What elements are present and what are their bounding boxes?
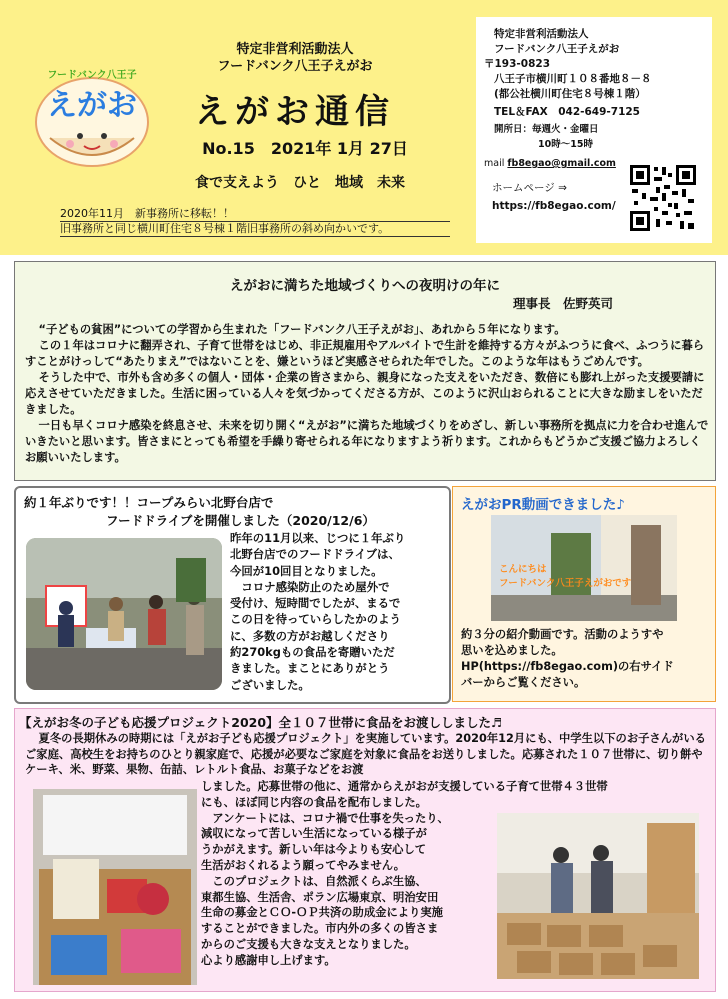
- winter-text-line: 生命の募金とＣＯ-ＯＰ共済の助成金により実施: [201, 906, 443, 920]
- winter-article-body: [201, 779, 608, 969]
- coop-text-line: 昨年の11月以来、じつに１年ぶり: [230, 531, 406, 545]
- egao-logo: [22, 60, 162, 170]
- greeting-body: [25, 322, 709, 466]
- logo-text-top: フードバンク八王子: [47, 70, 137, 81]
- org-type-label: 特定非営利活動法人: [236, 42, 354, 57]
- logo-text-main: えがお: [47, 88, 137, 123]
- address-line: 八王子市横川町１０８番地８－８: [494, 73, 652, 85]
- pr-video-thumbnail[interactable]: [491, 515, 677, 621]
- coop-text-line: 北野台店でのフードドライブは、: [230, 547, 400, 562]
- coop-text-line: きました。まことにありがとう: [230, 661, 390, 676]
- pr-video-title: えがおPR動画できました♪: [461, 497, 625, 513]
- notice-line: 旧事務所と同じ横川町住宅８号棟１階旧事務所の斜め向かいです。: [60, 222, 450, 237]
- open-days: 開所日：毎週火・金曜日: [494, 124, 599, 135]
- mail-link[interactable]: fb8egao@gmail.com: [507, 158, 616, 169]
- postal-code: 〒193-0823: [484, 58, 550, 70]
- distribution-photo: [497, 813, 699, 979]
- homepage-link[interactable]: https://fb8egao.com/: [492, 200, 616, 212]
- thumbnail-caption: フードバンク八王子えがおです: [499, 578, 632, 589]
- greeting-section: [14, 261, 716, 481]
- office-move-notice: [60, 207, 450, 237]
- winter-intro-paragraph: 夏冬の長期休みの時期には「えがお子ども応援プロジェクト」を実施しています。2020年12月にも、中学生以下のお子さんがいるご家庭、高校生をお持ちのひとり親家庭で、応援が必要なご家庭を対象に食品をお送りしました。応募された１０７世帯に、切り餅やケーキ、米、野菜、果物、缶詰、レトルト食品、お菓子などをお渡: [25, 732, 706, 777]
- coop-article-body: [230, 530, 442, 693]
- notice-line: 2020年11月 新事務所に移転！！: [60, 207, 450, 222]
- org-name-label: フードバンク八王子えがお: [217, 59, 373, 74]
- winter-text-line: 東都生協、生活舎、ポラン広場東京、明治安田: [201, 890, 439, 904]
- coop-title-line: フードドライブを開催しました（2020/12/6）: [106, 513, 375, 528]
- food-package-photo: [33, 789, 197, 985]
- greeting-paragraph: “子どもの貧困”についての学習から生まれた「フードバンク八王子えがお」、あれから５年になります。: [38, 323, 566, 336]
- winter-text-line: 心より感謝申し上げます。: [201, 953, 336, 967]
- slogan: 食で支えよう ひと 地域 未来: [195, 175, 405, 191]
- winter-text-line: からのご支援も大きな支えとなりました。: [201, 937, 416, 951]
- newsletter-header: [0, 0, 728, 255]
- tel-fax: TEL＆FAX 042-649-7125: [494, 106, 640, 118]
- coop-article-title: [24, 494, 375, 530]
- food-drive-photo: [26, 538, 222, 690]
- coop-text-line: 今回が10回目となりました。: [230, 563, 383, 578]
- homepage-label: ホームページ ⇒: [492, 182, 567, 194]
- pr-text-line: 約３分の紹介動画です。活動のようすや: [461, 628, 664, 641]
- coop-text-line: に、多数の方がお越しくださり: [230, 628, 390, 643]
- greeting-paragraph: 一日も早くコロナ感染を終息させ、未来を切り開く“えがお”に満ちた地域づくりをめざし、新しい事務所を拠点に力を合わせ進んでいきたいと思います。皆さまにとっても希望を手繰り寄せられる年になりますよう祈ります。これからもどうかご支援ご協力よろしくお願いいたします。: [25, 419, 709, 464]
- pr-video-body: [461, 627, 711, 691]
- coop-text-line: 約270kgもの食品を寄贈いただ: [230, 645, 395, 660]
- winter-text-line: することができました。市内外の多くの皆さま: [201, 922, 439, 936]
- winter-project-article: [14, 708, 716, 992]
- winter-text-line: このプロジェクトは、自然派くらぶ生協、: [201, 874, 427, 888]
- winter-text-line: しました。応募世帯の他に、通常からえがおが支援している子育て世帯４３世帯: [201, 780, 608, 793]
- open-hours: 10時～15時: [538, 139, 593, 150]
- pr-text-line: 思いを込めました。: [461, 644, 563, 657]
- coop-text-line: 受付け、短時間でしたが、まるで: [230, 596, 401, 611]
- pr-text-line: バーからご覧ください。: [461, 676, 586, 689]
- qr-code-icon[interactable]: [628, 163, 698, 233]
- winter-text-line: うかがえます。新しい年は今よりも安心して: [201, 843, 427, 857]
- winter-text-line: 減収になって苦しい生活になっている様子が: [201, 827, 427, 841]
- thumbnail-caption: こんにちは: [499, 564, 547, 575]
- winter-text-line: アンケートには、コロナ禍で仕事を失ったり、: [201, 811, 449, 825]
- greeting-paragraph: そうした中で、市外も含め多くの個人・団体・企業の皆さまから、親身になった支えをいただき、数倍にも膨れ上がった支援要請に応えさせていただきました。生活に困っている人々を気づかってくださる方が、このように沢山おられることに大きな励ましをいただきました。: [25, 371, 705, 416]
- issue-number: No.15 2021年 1月 27日: [202, 139, 408, 158]
- coop-text-line: この日を待っていらしたかのよう: [230, 612, 401, 627]
- coop-text-line: ございました。: [230, 677, 310, 692]
- coop-text-line: コロナ感染防止のため屋外で: [230, 579, 390, 594]
- pr-video-article: [452, 486, 716, 702]
- mail-label: mail: [484, 158, 505, 169]
- winter-text-line: 生活がおくれるよう願ってやみません。: [201, 858, 406, 872]
- info-org-name: フードバンク八王子えがお: [494, 43, 620, 55]
- greeting-author: 理事長 佐野英司: [513, 296, 614, 311]
- address-line: (都公社横川町住宅８号棟１階）: [494, 88, 646, 100]
- info-org-type: 特定非営利活動法人: [494, 28, 589, 40]
- winter-text-line: にも、ほぼ同じ内容の食品を配布しました。: [201, 795, 427, 809]
- newsletter-title: えがお通信: [195, 92, 395, 132]
- coop-food-drive-article: [14, 486, 451, 704]
- winter-article-title: 【えがお冬の子ども応援プロジェクト2020】全１０７世帯に食品をお渡ししました♬: [19, 715, 503, 730]
- greeting-paragraph: この１年はコロナに翻弄され、子育て世帯をはじめ、非正規雇用やアルバイトで生計を維持する方々がふつうに食べ、ふつうに暮らすことがけっして“あたりまえ”ではないことを、嫌というほど実感させられた年でした。このような年はもうごめんです。: [25, 339, 705, 368]
- coop-title-line: 約１年ぶりです！！コープみらい北野台店で: [24, 495, 274, 510]
- winter-article-intro: [25, 731, 707, 778]
- pr-text-line: HP(https://fb8egao.com)の右サイド: [461, 660, 674, 673]
- greeting-title: えがおに満ちた地域づくりへの夜明けの年に: [230, 278, 500, 294]
